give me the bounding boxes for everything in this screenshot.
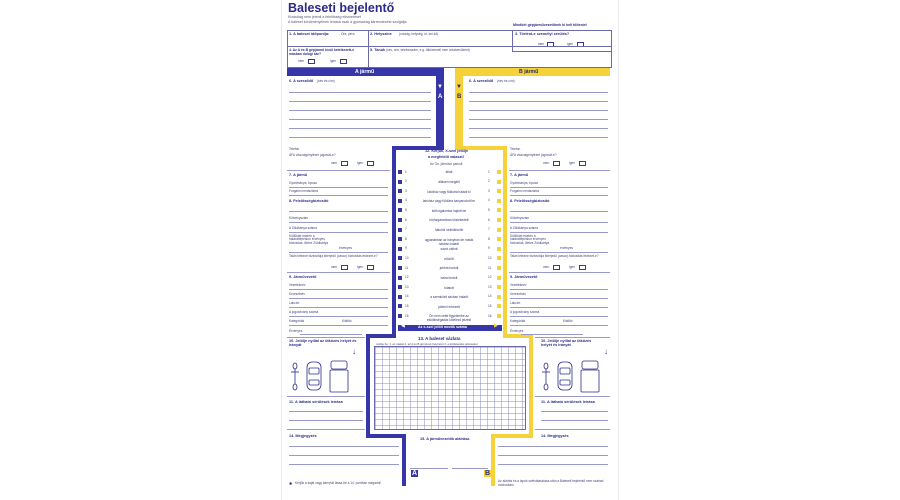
a-divider-5 <box>287 429 365 430</box>
circ-checkbox-b[interactable] <box>497 199 501 203</box>
circ-checkbox-a[interactable] <box>398 247 402 251</box>
b-address-line[interactable] <box>510 307 608 308</box>
a-insured-line-4[interactable] <box>289 119 431 120</box>
a-surname-line[interactable] <box>289 289 388 290</box>
circ-checkbox-b[interactable] <box>497 266 501 270</box>
a-driver-label: 9. Járművezető <box>289 275 317 279</box>
a-asterisk-icon: ✱ <box>289 481 293 486</box>
subtitle-2: A baleset körülményeinek leírása csak a gyorsaság kárrendezést szolgálja. <box>288 20 408 24</box>
a-damage-label: 11. A látható sérülések leírása <box>289 400 343 404</box>
circ-checkbox-a[interactable] <box>398 180 402 184</box>
a-policy-label: Kötvényszám <box>289 216 309 220</box>
circ-item-label: állott <box>445 170 453 175</box>
a-divider-2 <box>287 272 390 273</box>
field-injury-label: 3. Történt-e személyi sérülés? <box>515 32 570 36</box>
a-insured-sub: (név és cím) <box>317 79 335 83</box>
a-validuntil-line[interactable] <box>300 334 362 335</box>
a-policy-line[interactable] <box>289 222 388 223</box>
circ-checkbox-a[interactable] <box>398 266 402 270</box>
circ-item-label: állásen megállt <box>438 179 460 184</box>
circ-number-a: 15 <box>405 303 409 308</box>
a-address-label: Lakcím <box>289 301 300 305</box>
circ-checkbox-a[interactable] <box>398 218 402 222</box>
sketch-sub: Jelölje be: 1. az utakat 2. az A és B járművek helyzetét 3. a közlekedési jelzéseket <box>376 342 478 346</box>
circ-number-b: 5 <box>488 207 490 212</box>
b-surname-label: Vezetéknév <box>510 283 527 287</box>
a-issued-label: Kiállító <box>342 319 352 323</box>
circ-number-a: 16 <box>405 313 409 318</box>
b-license-line[interactable] <box>510 316 608 317</box>
b-impact-arrow-icon: ↓ <box>604 347 608 356</box>
circ-title-2: a megfelelő választ! <box>428 155 464 159</box>
vehicle-a-letter-top: A <box>438 94 443 100</box>
right-footer-note: Az aláírás és a lapok szétválasztása után a Baleseti bejelentő nem szabad módosítani. <box>498 479 604 487</box>
b-damage-label: 11. A látható sérülések leírása <box>541 400 595 404</box>
a-vat-no-checkbox[interactable] <box>341 161 348 166</box>
b-greencard-line[interactable] <box>510 232 608 233</box>
circ-checkbox-b[interactable] <box>497 304 501 308</box>
circ-number-a: 10 <box>405 255 409 260</box>
field-time-sub: Óra, perc: <box>341 32 356 36</box>
circ-checkbox-a[interactable] <box>398 208 402 212</box>
page-title: Baleseti bejelentő <box>288 1 395 15</box>
arrow-down-a-icon: ▼ <box>437 84 443 90</box>
b-insured-label: 6. A szerződő <box>469 79 494 83</box>
circ-title-1: 12. Kérjük, X-szel jelölje <box>425 149 469 153</box>
b-category-label: Kategóriák <box>510 319 526 323</box>
a-make-label: Gyártmánya, típusa <box>289 181 317 185</box>
subtitle-1: Kizárólag nem jelenti a felelősség elismerését <box>288 15 361 19</box>
circ-item-label: Ön nem vette figyelembe az elsőbbségadás kötelező jelzést <box>426 314 472 323</box>
circ-checkbox-b[interactable] <box>497 285 501 289</box>
vehicle-b-header <box>455 68 610 76</box>
circ-number-b: 4 <box>488 198 490 203</box>
a-insured-line-5[interactable] <box>289 128 431 129</box>
b-issued-label: Kiállító <box>563 319 573 323</box>
b-license-label: A jogosítvány száma <box>510 310 540 314</box>
a-casco-yes-label: igen <box>357 265 364 269</box>
a-make-line[interactable] <box>289 187 388 188</box>
circ-number-b: 3 <box>488 188 490 193</box>
b-plate-label: Forgalmi rendszáma <box>510 189 540 193</box>
b-truck-icon <box>581 361 599 392</box>
a-firstname-label: Keresztnév <box>289 292 305 296</box>
circ-number-b: 11 <box>488 265 492 270</box>
circ-checkbox-a[interactable] <box>398 228 402 232</box>
other-damage-yes-checkbox[interactable] <box>340 59 347 64</box>
circ-item-label: ugyanabban az irányban de másik sávban haladt <box>424 237 474 246</box>
b-surname-line[interactable] <box>510 289 608 290</box>
other-damage-no-label: nem <box>298 59 305 63</box>
circ-checkbox-a[interactable] <box>398 170 402 174</box>
b-insurer-label: 8. Felelősségbiztosító <box>510 199 550 203</box>
a-greencard2-label: Külföldet esetén a határátlépéskor érvényes biztosítás, illetve Zöldkártya <box>289 234 329 245</box>
circ-item-label: a szemközti sávban haladt <box>430 295 468 300</box>
b-damage-line-1[interactable] <box>541 411 608 412</box>
b-divider-2 <box>509 272 610 273</box>
b-valid-label: érvényes <box>560 246 573 250</box>
a-casco-yes-checkbox[interactable] <box>367 265 374 270</box>
circ-count-left-arrow-icon: ◀ <box>401 323 405 329</box>
b-remarks-line-2[interactable] <box>498 455 608 456</box>
signature-title: 15. A járművezetők aláírása <box>420 437 470 441</box>
a-surname-label: Vezetéknév <box>289 283 306 287</box>
b-divider-4 <box>535 396 610 397</box>
circ-checkbox-b[interactable] <box>497 180 501 184</box>
circ-checkbox-b[interactable] <box>497 228 501 232</box>
circ-checkbox-a[interactable] <box>398 256 402 260</box>
circ-count-right-arrow-icon: ▶ <box>494 323 498 329</box>
field-other-damage-label: 4. Az A és B gépjármű kívül keletkezett-e másban dologi kár? <box>289 48 355 56</box>
b-firstname-label: Keresztnév <box>510 292 526 296</box>
b-driver-label: 9. Járművezető <box>510 275 538 279</box>
circ-number-b: 16 <box>488 313 492 318</box>
a-remarks-line-1[interactable] <box>289 446 399 447</box>
circ-checkbox-a[interactable] <box>398 237 402 241</box>
b-insured-sub: (név és cím) <box>497 79 515 83</box>
sketch-grid[interactable] <box>374 346 526 430</box>
circ-number-b: 6 <box>488 217 490 222</box>
circ-number-a: 14 <box>405 294 409 299</box>
b-greencard-label: A Zöldkártya száma <box>510 226 538 230</box>
a-motorcycle-icon <box>291 363 299 390</box>
b-plate-line[interactable] <box>510 195 608 196</box>
a-address-line[interactable] <box>289 307 388 308</box>
blue-band-upper <box>436 68 444 148</box>
circ-checkbox-a[interactable] <box>398 314 402 318</box>
circ-checkbox-a[interactable] <box>398 276 402 280</box>
circ-item-label: lakóház vagy földútra haladt ki <box>427 189 471 194</box>
a-damage-line-2[interactable] <box>289 420 363 421</box>
field-time-label: 1. A baleset időpontja: <box>289 32 330 36</box>
yellow-band-bottom-step <box>491 434 533 438</box>
circ-checkbox-b[interactable] <box>497 237 501 241</box>
sketch-title: 13. A baleset vázlata <box>418 336 461 341</box>
a-vehicle-label: 7. A jármű <box>289 173 308 177</box>
b-casco-label: Talán létezne biztosítója kiterjedő (casco) biztosítás fedezet-e? <box>510 254 599 258</box>
circ-checkbox-a[interactable] <box>398 189 402 193</box>
blue-band-lower-step <box>366 334 396 338</box>
a-vat-yes-label: igen <box>357 161 364 165</box>
a-car-icon <box>307 362 321 390</box>
circ-number-a: 3 <box>405 188 407 193</box>
field-witnesses-label: 5. Tanúk <box>370 48 386 52</box>
a-valid-label: érvényes <box>339 246 352 250</box>
b-greencard2-line[interactable] <box>510 252 608 253</box>
a-validuntil-label: Érvényes <box>289 329 303 333</box>
circ-checkbox-b[interactable] <box>497 256 501 260</box>
injury-yes-label: igen <box>567 42 574 46</box>
a-insured-label: 6. A szerződő <box>289 79 314 83</box>
blue-band-bottom <box>402 434 406 486</box>
circ-number-a: 2 <box>405 179 407 184</box>
b-divider-3 <box>535 337 610 338</box>
circ-checkbox-b[interactable] <box>497 295 501 299</box>
circ-checkbox-b[interactable] <box>497 189 501 193</box>
b-vehicle-label: 7. A jármű <box>510 173 529 177</box>
circ-number-b: 2 <box>488 179 490 184</box>
left-footer-note: Kérjük a saját vagy kárnyult lássa be a 14. pontban megadni! <box>295 481 382 485</box>
a-divider-1 <box>287 170 390 171</box>
b-vat-label: ÁFA visszaigénylésre jogosult-e? <box>510 153 557 157</box>
b-policy-line[interactable] <box>510 222 608 223</box>
a-casco-no-label: nem <box>331 265 338 269</box>
circ-item-label: jobbról érkezett <box>438 304 460 309</box>
b-car-icon <box>558 362 572 390</box>
circ-intro: Az Ön. járműve parkolt <box>430 162 463 166</box>
circ-item-label: körforgalomba hajtott be <box>431 208 467 213</box>
circ-checkbox-b[interactable] <box>497 314 501 318</box>
circ-item-label: előzött <box>444 256 454 261</box>
b-casco-no-label: nem <box>543 265 550 269</box>
blue-band-bottom-step <box>366 434 406 438</box>
a-vat-no-label: nem <box>331 161 338 165</box>
a-divider-3 <box>287 337 365 338</box>
b-remarks-label: 14. Megjegyzés <box>541 434 569 438</box>
yellow-band-bottom <box>491 434 495 486</box>
a-remarks-line-3[interactable] <box>289 464 399 465</box>
b-casco-yes-checkbox[interactable] <box>579 265 586 270</box>
circ-number-a: 5 <box>405 207 407 212</box>
other-damage-no-checkbox[interactable] <box>308 59 315 64</box>
circ-number-b: 8 <box>488 236 490 241</box>
vehicle-a-letter-bottom: A <box>412 470 418 477</box>
a-category-label: Kategóriák <box>289 319 305 323</box>
circ-number-a: 4 <box>405 198 407 203</box>
circ-item-label: jobbra fordult <box>439 266 459 271</box>
circ-number-a: 9 <box>405 246 407 251</box>
b-vat-no-label: nem <box>543 161 550 165</box>
b-make-label: Gyártmánya, típusa <box>510 181 538 185</box>
blue-band-sketch-left <box>366 334 370 436</box>
a-insurer-line-1[interactable] <box>289 211 388 212</box>
field-location-sub: (ország, helység, út, km-kő) <box>399 32 439 36</box>
b-casco-no-checkbox[interactable] <box>553 265 560 270</box>
vehicle-a-header <box>287 68 444 76</box>
vehicle-a-header-label: A jármű <box>355 69 375 75</box>
circ-number-a: 13 <box>405 284 409 289</box>
yellow-band-upper <box>455 68 463 148</box>
circ-item-label: balra fordult <box>440 275 458 280</box>
circ-number-a: 8 <box>405 236 407 241</box>
b-damage-line-2[interactable] <box>541 420 608 421</box>
a-casco-no-checkbox[interactable] <box>341 265 348 270</box>
b-category-line[interactable] <box>510 325 608 326</box>
circ-number-a: 12 <box>405 275 409 280</box>
circ-checkbox-a[interactable] <box>398 295 402 299</box>
b-validuntil-line[interactable] <box>521 334 583 335</box>
vehicle-b-letter-bottom: B <box>485 470 491 477</box>
circ-item-label: sávot váltott <box>440 247 458 252</box>
b-insured-line-6[interactable] <box>469 137 608 138</box>
blue-band-middle <box>392 146 396 336</box>
b-insured-line-4[interactable] <box>469 119 608 120</box>
a-greencard-label: A Zöldkártya száma <box>289 226 317 230</box>
other-damage-yes-label: igen <box>330 59 337 63</box>
vehicle-b-letter-top: B <box>457 94 462 100</box>
b-make-line[interactable] <box>510 187 608 188</box>
b-insured-line-5[interactable] <box>469 128 608 129</box>
circ-number-a: 7 <box>405 227 407 232</box>
a-casco-label: Talán létezne biztosítója kiterjedő (casco) biztosítás fedezet-e? <box>289 254 378 258</box>
circ-checkbox-b[interactable] <box>497 208 501 212</box>
circ-number-b: 14 <box>488 294 492 299</box>
circ-item-label: tolatott <box>444 285 454 290</box>
signature-a-line[interactable] <box>410 468 448 469</box>
a-plate-label: Forgalmi rendszáma <box>289 189 319 193</box>
a-greencard-line[interactable] <box>289 232 388 233</box>
b-policy-label: Kötvényszám <box>510 216 530 220</box>
circ-checkbox-b[interactable] <box>497 276 501 280</box>
b-vat-yes-label: igen <box>569 161 576 165</box>
b-motorcycle-icon <box>542 363 550 390</box>
b-casco-yes-label: igen <box>569 265 576 269</box>
circ-checkbox-b[interactable] <box>497 170 501 174</box>
signature-b-line[interactable] <box>452 468 488 469</box>
b-vat-no-checkbox[interactable] <box>553 161 560 166</box>
b-phone-label: Telefon <box>510 147 521 151</box>
circ-count-label: Az x-szel jelölt mezők száma <box>418 325 467 329</box>
a-greencard2-line[interactable] <box>289 252 388 253</box>
circ-number-a: 6 <box>405 217 407 222</box>
vehicle-b-header-label: B jármű <box>519 69 539 75</box>
a-license-label: A jogosítvány száma <box>289 310 319 314</box>
a-impact-label: 10. Jelölje nyíllal az ütközés helyét és irányát <box>289 339 357 348</box>
circ-number-b: 13 <box>488 284 492 289</box>
a-damage-line-1[interactable] <box>289 411 363 412</box>
b-divider-1 <box>509 170 610 171</box>
b-vehicle-diagrams <box>540 360 610 394</box>
a-vat-label: ÁFA visszaigénylésre jogosult-e? <box>289 153 336 157</box>
a-vehicle-diagrams <box>289 360 359 394</box>
b-validuntil-label: Érvényes <box>510 329 524 333</box>
circ-checkbox-a[interactable] <box>398 285 402 289</box>
a-category-line[interactable] <box>289 325 388 326</box>
b-remarks-line-3[interactable] <box>498 464 608 465</box>
circ-number-b: 9 <box>488 246 490 251</box>
a-insured-line-1[interactable] <box>289 92 431 93</box>
b-remarks-line-1[interactable] <box>498 446 608 447</box>
a-insured-line-2[interactable] <box>289 101 431 102</box>
yellow-band-sketch-right <box>529 334 533 436</box>
field-location-label: 2. Helyszíne <box>370 32 392 36</box>
circ-number-a: 11 <box>405 265 409 270</box>
a-firstname-line[interactable] <box>289 298 388 299</box>
b-divider-5 <box>535 429 610 430</box>
b-insured-line-3[interactable] <box>469 110 608 111</box>
b-firstname-line[interactable] <box>510 298 608 299</box>
a-remarks-label: 14. Megjegyzés <box>289 434 317 438</box>
a-remarks-line-2[interactable] <box>289 455 399 456</box>
circ-item-label: körforgalomban közlekedett <box>429 218 469 223</box>
circ-number-b: 12 <box>488 275 492 280</box>
b-vat-yes-checkbox[interactable] <box>579 161 586 166</box>
b-insurer-line-1[interactable] <box>510 211 608 212</box>
a-impact-arrow-icon: ↓ <box>352 347 356 356</box>
circ-number-a: 1 <box>405 169 407 174</box>
a-vat-yes-checkbox[interactable] <box>367 161 374 166</box>
injury-no-label: nem <box>538 42 545 46</box>
circ-number-b: 7 <box>488 227 490 232</box>
circ-number-b: 15 <box>488 303 492 308</box>
yellow-band-middle <box>503 146 507 336</box>
a-license-line[interactable] <box>289 316 388 317</box>
arrow-down-b-icon: ▼ <box>456 84 462 90</box>
circ-checkbox-b[interactable] <box>497 218 501 222</box>
right-note: Mindkét gépjárművezetőnek ki kell töltenie! <box>513 23 588 27</box>
circ-number-b: 1 <box>488 169 490 174</box>
b-impact-label: 10. Jelölje nyíllal az ütközés helyét és irányát <box>541 339 592 348</box>
field-witnesses-sub: (név, cím, telefonszám, e.g. ütközésnél nem résztvevőként) <box>386 48 470 52</box>
circ-item-label: lakóház vagy földútra kanyarodott be <box>422 199 476 204</box>
a-insurer-label: 8. Felelősségbiztosító <box>289 199 329 203</box>
circ-checkbox-a[interactable] <box>398 304 402 308</box>
b-greencard2-label: Külföldet esetén a határátlépéskor érvényes biztosítás, illetve Zöldkártya <box>510 234 550 245</box>
circ-checkbox-a[interactable] <box>398 199 402 203</box>
b-insured-line-1[interactable] <box>469 92 608 93</box>
circ-checkbox-b[interactable] <box>497 247 501 251</box>
a-divider-4 <box>287 396 365 397</box>
b-address-label: Lakcím <box>510 301 521 305</box>
circ-item-label: hátulról nekiütközött <box>434 227 464 232</box>
a-insured-line-6[interactable] <box>289 137 431 138</box>
b-insured-line-2[interactable] <box>469 101 608 102</box>
a-insured-line-3[interactable] <box>289 110 431 111</box>
a-plate-line[interactable] <box>289 195 388 196</box>
a-phone-label: Telefon <box>289 147 300 151</box>
a-truck-icon <box>330 361 348 392</box>
circ-number-b: 10 <box>488 255 492 260</box>
